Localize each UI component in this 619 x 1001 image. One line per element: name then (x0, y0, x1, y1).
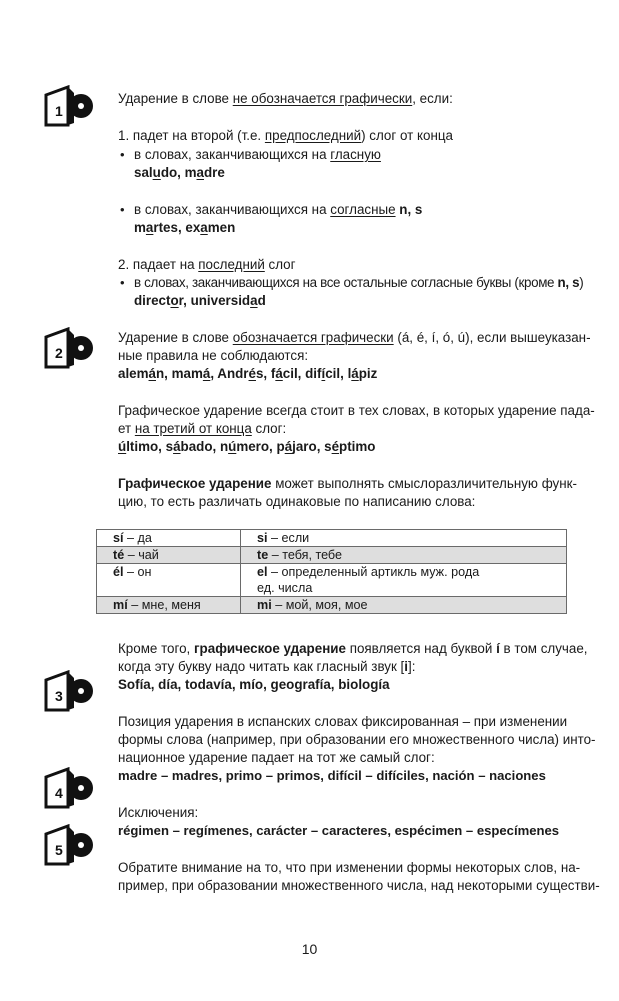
intro-line: Ударение в слове не обозначается графически, если: (118, 91, 453, 106)
track-number: 5 (55, 842, 63, 858)
example-vowel-i: Sofía, día, todavía, mío, geografía, biología (118, 677, 390, 692)
audio-track-1-icon[interactable] (40, 85, 94, 129)
table-row: sí – да si – если (97, 530, 567, 547)
bullet-dot: • (120, 147, 125, 162)
vowel-i-paragraph-cont: когда эту букву надо читать как гласный звук [i]: (118, 659, 416, 674)
distinguishing-paragraph: Графическое ударение может выполнять смыслоразличительную функ- (118, 476, 577, 491)
vowel-i-paragraph: Кроме того, графическое ударение появляется над буквой í в том случае, (118, 641, 588, 656)
homonym-table (96, 529, 567, 614)
example-consonant: martes, examen (134, 220, 236, 235)
bullet-dot: • (120, 202, 125, 217)
example-exceptions: régimen – regímenes, carácter – caracteres, espécimen – especímenes (118, 823, 560, 838)
page-number: 10 (301, 941, 318, 957)
audio-track-4-icon[interactable] (40, 767, 94, 811)
third-syllable-paragraph-cont: ет на третий от конца слог: (118, 421, 287, 436)
rule-2: 2. падает на последний слог (118, 257, 296, 272)
fixed-stress-paragraph-cont: формы слова (например, при образовании его множественного числа) инто- (118, 732, 596, 747)
table-row: él – он el – определенный артикль муж. рода ед. числа (97, 564, 567, 597)
audio-track-5-icon[interactable] (40, 824, 94, 868)
example-plurals: madre – madres, primo – primos, difícil – difíciles, nación – naciones (118, 768, 546, 783)
closing-paragraph: Обратите внимание на то, что при изменении формы некоторых слов, на- (118, 860, 581, 875)
bullet-other-consonants: в словах, заканчивающихся на все остальные согласные буквы (кроме n, s) (134, 275, 584, 290)
rule-1: 1. падет на второй (т.е. предпоследний) слог от конца (118, 128, 453, 143)
bullet-vowel: в словах, заканчивающихся на гласную (134, 147, 381, 162)
track-number: 2 (55, 345, 63, 361)
fixed-stress-paragraph-end: национное ударение падает на тот же самый слог: (118, 750, 435, 765)
bullet-dot: • (120, 275, 125, 290)
audio-track-2-icon[interactable] (40, 327, 94, 371)
fixed-stress-paragraph: Позиция ударения в испанских словах фиксированная – при изменении (118, 714, 568, 729)
example-vowel: saludo, madre (134, 165, 225, 180)
graphic-accent-paragraph-cont: ные правила не соблюдаются: (118, 348, 309, 363)
bullet-consonant: в словах, заканчивающихся на согласные n, s (134, 202, 423, 217)
third-syllable-paragraph: Графическое ударение всегда стоит в тех словах, в которых ударение пада- (118, 403, 595, 418)
track-number: 3 (55, 688, 63, 704)
example-third-syllable: último, sábado, número, pájaro, séptimo (118, 439, 376, 454)
exceptions-label: Исключения: (118, 805, 199, 820)
graphic-accent-paragraph: Ударение в слове обозначается графически (á, é, í, ó, ú), если вышеуказан- (118, 330, 591, 345)
table-row: mí – мне, меня mi – мой, моя, мое (97, 597, 567, 614)
distinguishing-paragraph-cont: цию, то есть различать одинаковые по написанию слова: (118, 494, 476, 509)
track-number: 4 (55, 785, 63, 801)
track-number: 1 (55, 103, 63, 119)
example-other: director, universidad (134, 293, 266, 308)
closing-paragraph-cont: пример, при образовании множественного числа, над некоторыми существи- (118, 878, 600, 893)
audio-track-3-icon[interactable] (40, 670, 94, 714)
example-accented: alemán, mamá, Andrés, fácil, difícil, lápiz (118, 366, 378, 381)
table-row: té – чай te – тебя, тебе (97, 547, 567, 564)
